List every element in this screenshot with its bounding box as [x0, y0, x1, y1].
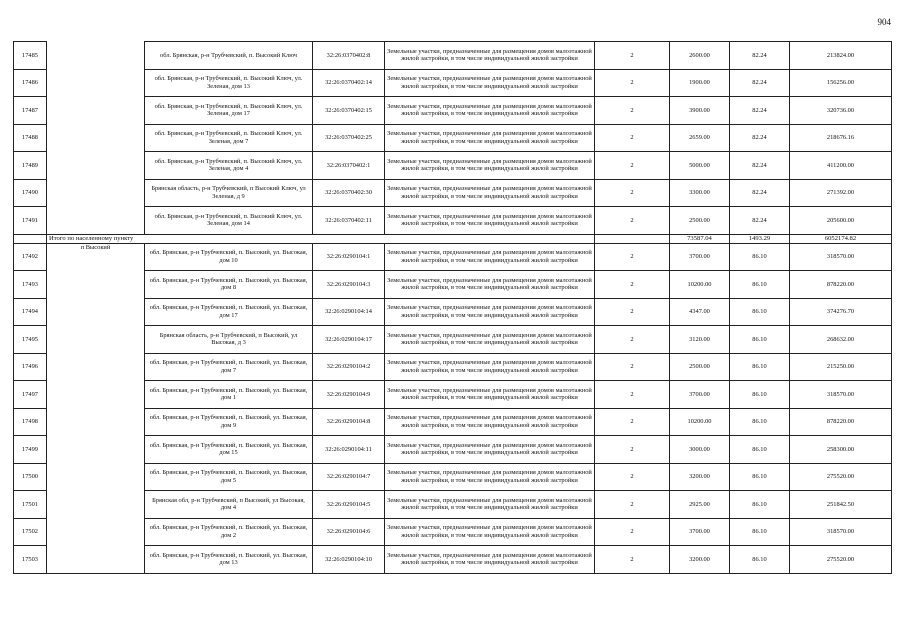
area-cell: 3700.00 — [670, 518, 730, 546]
value-cell: 275520.00 — [790, 463, 892, 491]
address-cell: обл. Брянская, р-н Трубчевский, п. Высокий Ключ, ул. Зеленая, дом 4 — [145, 152, 313, 180]
rate-cell: 82.24 — [730, 124, 790, 152]
cadastral-number: 32:26:0290104:7 — [313, 463, 385, 491]
table-row — [14, 124, 892, 152]
address-cell: обл. Брянская, р-н Трубчевский, п. Высокий, ул. Высокая, дом 10 — [145, 243, 313, 271]
land-purpose: Земельные участки, предназначенные для размещения домов малоэтажной жилой застройки, в том числе индивидуальной жилой застройки — [385, 463, 595, 491]
group-code: 2 — [595, 179, 670, 207]
address-cell: Брянская область, р-н Трубчевский, п Высокий, ул Высокая, д 3 — [145, 326, 313, 354]
row-number: 17502 — [14, 518, 47, 546]
area-cell: 3300.00 — [670, 179, 730, 207]
row-number: 17493 — [14, 271, 47, 299]
row-number: 17494 — [14, 298, 47, 326]
table-row — [14, 271, 892, 299]
group-code: 2 — [595, 326, 670, 354]
address-cell: обл. Брянская, р-н Трубчевский, п. Высокий, ул. Высокая, дом 1 — [145, 381, 313, 409]
table-row — [14, 179, 892, 207]
table-row — [14, 381, 892, 409]
address-cell: обл. Брянская, р-н Трубчевский, п. Высокий, ул. Высокая, дом 2 — [145, 518, 313, 546]
rate-cell: 86.10 — [730, 463, 790, 491]
land-purpose: Земельные участки, предназначенные для размещения домов малоэтажной жилой застройки, в том числе индивидуальной жилой застройки — [385, 152, 595, 180]
group-code: 2 — [595, 271, 670, 299]
area-cell: 10200.00 — [670, 271, 730, 299]
cadastral-number: 32:26:0290104:8 — [313, 408, 385, 436]
rate-cell: 86.10 — [730, 326, 790, 354]
cadastral-number: 32:26:0290104:9 — [313, 381, 385, 409]
total-rate: 1493.29 — [730, 234, 790, 243]
address-cell: обл. Брянская, р-н Трубчевский, п. Высокий, ул. Высокая, дом 9 — [145, 408, 313, 436]
value-cell: 318570.00 — [790, 243, 892, 271]
settlement-cell — [47, 152, 145, 180]
table-row — [14, 353, 892, 381]
area-cell: 2600.00 — [670, 42, 730, 70]
value-cell: 411200.00 — [790, 152, 892, 180]
area-cell: 10200.00 — [670, 408, 730, 436]
table-row — [14, 69, 892, 97]
row-number: 17485 — [14, 42, 47, 70]
rate-cell: 86.10 — [730, 518, 790, 546]
rate-cell: 82.24 — [730, 179, 790, 207]
cadastral-number: 32:26:0290104:1 — [313, 243, 385, 271]
area-cell: 2925.00 — [670, 491, 730, 519]
rate-cell: 86.10 — [730, 381, 790, 409]
table-row — [14, 326, 892, 354]
total-row — [14, 234, 892, 243]
row-number: 17495 — [14, 326, 47, 354]
address-cell: обл. Брянская, р-н Трубчевский, п. Высокий Ключ, ул. Зеленая, дом 7 — [145, 124, 313, 152]
cadastral-number: 32:26:0290104:3 — [313, 271, 385, 299]
row-number: 17501 — [14, 491, 47, 519]
land-purpose: Земельные участки, предназначенные для размещения домов малоэтажной жилой застройки, в том числе индивидуальной жилой застройки — [385, 271, 595, 299]
address-cell: Брянская область, р-н Трубчевский, п Высокий Ключ, ул Зеленая, д 9 — [145, 179, 313, 207]
address-cell: обл. Брянская, р-н Трубчевский, п. Высокий Ключ, ул. Зеленая, дом 13 — [145, 69, 313, 97]
settlement-cell — [47, 207, 145, 235]
value-cell: 320736.00 — [790, 97, 892, 125]
value-cell: 218676.16 — [790, 124, 892, 152]
rate-cell: 86.10 — [730, 298, 790, 326]
table-row — [14, 298, 892, 326]
address-cell: Брянская обл, р-н Трубчевский, п Высокий, ул Высокая, дом 4 — [145, 491, 313, 519]
land-purpose: Земельные участки, предназначенные для размещения домов малоэтажной жилой застройки, в том числе индивидуальной жилой застройки — [385, 207, 595, 235]
rate-cell: 86.10 — [730, 243, 790, 271]
address-cell: обл. Брянская, р-н Трубчевский, п. Высокий, ул. Высокая, дом 5 — [145, 463, 313, 491]
land-purpose: Земельные участки, предназначенные для размещения домов малоэтажной жилой застройки, в том числе индивидуальной жилой застройки — [385, 381, 595, 409]
group-code: 2 — [595, 463, 670, 491]
address-cell: обл. Брянская, р-н Трубчевский, п. Высокий Ключ, ул. Зеленая, дом 14 — [145, 207, 313, 235]
cadastral-number: 32:26:0290104:11 — [313, 436, 385, 464]
cadastral-number: 32:26:0370402:1 — [313, 152, 385, 180]
rate-cell: 86.10 — [730, 353, 790, 381]
settlement-cell — [47, 97, 145, 125]
rate-cell: 82.24 — [730, 42, 790, 70]
cadastral-number: 32:26:0370402:11 — [313, 207, 385, 235]
settlement-cell — [47, 69, 145, 97]
land-purpose: Земельные участки, предназначенные для размещения домов малоэтажной жилой застройки, в том числе индивидуальной жилой застройки — [385, 326, 595, 354]
rate-cell: 86.10 — [730, 436, 790, 464]
area-cell: 4347.00 — [670, 298, 730, 326]
value-cell: 258300.00 — [790, 436, 892, 464]
group-code: 2 — [595, 42, 670, 70]
land-purpose: Земельные участки, предназначенные для размещения домов малоэтажной жилой застройки, в том числе индивидуальной жилой застройки — [385, 491, 595, 519]
row-number: 17503 — [14, 546, 47, 574]
table-row — [14, 436, 892, 464]
table-row — [14, 546, 892, 574]
page-number: 904 — [877, 17, 891, 27]
cadastral-number: 32:26:0290104:6 — [313, 518, 385, 546]
area-cell: 3200.00 — [670, 546, 730, 574]
area-cell: 3700.00 — [670, 381, 730, 409]
area-cell: 3900.00 — [670, 97, 730, 125]
land-purpose: Земельные участки, предназначенные для размещения домов малоэтажной жилой застройки, в том числе индивидуальной жилой застройки — [385, 42, 595, 70]
row-number: 17491 — [14, 207, 47, 235]
table-row — [14, 152, 892, 180]
rate-cell: 82.24 — [730, 97, 790, 125]
row-number: 17498 — [14, 408, 47, 436]
row-number: 17499 — [14, 436, 47, 464]
group-code: 2 — [595, 408, 670, 436]
cadastral-number: 32:26:0370402:14 — [313, 69, 385, 97]
cadastral-number: 32:26:0370402:15 — [313, 97, 385, 125]
group-code: 2 — [595, 436, 670, 464]
row-number: 17500 — [14, 463, 47, 491]
table-row — [14, 491, 892, 519]
land-purpose: Земельные участки, предназначенные для размещения домов малоэтажной жилой застройки, в том числе индивидуальной жилой застройки — [385, 353, 595, 381]
value-cell: 878220.00 — [790, 271, 892, 299]
rate-cell: 82.24 — [730, 69, 790, 97]
total-empty — [14, 234, 47, 243]
rate-cell: 86.10 — [730, 271, 790, 299]
cadastral-number: 32:26:0290104:17 — [313, 326, 385, 354]
land-purpose: Земельные участки, предназначенные для размещения домов малоэтажной жилой застройки, в том числе индивидуальной жилой застройки — [385, 298, 595, 326]
value-cell: 275520.00 — [790, 546, 892, 574]
cadastral-number: 32:26:0290104:10 — [313, 546, 385, 574]
table-row — [14, 243, 892, 271]
cadastral-number: 32:26:0290104:14 — [313, 298, 385, 326]
rate-cell: 86.10 — [730, 408, 790, 436]
value-cell: 156256.00 — [790, 69, 892, 97]
area-cell: 2659.00 — [670, 124, 730, 152]
cadastral-number: 32:26:0370402:25 — [313, 124, 385, 152]
rate-cell: 86.10 — [730, 546, 790, 574]
group-code: 2 — [595, 207, 670, 235]
address-cell: обл. Брянская, р-н Трубчевский, п. Высокий, ул. Высокая, дом 13 — [145, 546, 313, 574]
table-row — [14, 42, 892, 70]
area-cell: 3000.00 — [670, 436, 730, 464]
row-number: 17488 — [14, 124, 47, 152]
row-number: 17496 — [14, 353, 47, 381]
row-number: 17492 — [14, 243, 47, 271]
land-purpose: Земельные участки, предназначенные для размещения домов малоэтажной жилой застройки, в том числе индивидуальной жилой застройки — [385, 124, 595, 152]
address-cell: обл. Брянская, р-н Трубчевский, п. Высокий, ул. Высокая, дом 15 — [145, 436, 313, 464]
address-cell: обл. Брянская, р-н Трубчевский, п. Высокий Ключ — [145, 42, 313, 70]
row-number: 17486 — [14, 69, 47, 97]
table-row — [14, 97, 892, 125]
rate-cell: 86.10 — [730, 491, 790, 519]
area-cell: 5000.00 — [670, 152, 730, 180]
group-code: 2 — [595, 381, 670, 409]
group-code: 2 — [595, 97, 670, 125]
land-purpose: Земельные участки, предназначенные для размещения домов малоэтажной жилой застройки, в том числе индивидуальной жилой застройки — [385, 408, 595, 436]
group-code: 2 — [595, 124, 670, 152]
land-purpose: Земельные участки, предназначенные для размещения домов малоэтажной жилой застройки, в том числе индивидуальной жилой застройки — [385, 436, 595, 464]
row-number: 17487 — [14, 97, 47, 125]
value-cell: 213824.00 — [790, 42, 892, 70]
group-code: 2 — [595, 491, 670, 519]
settlement-cell — [47, 42, 145, 70]
group-code: 2 — [595, 353, 670, 381]
group-code: 2 — [595, 546, 670, 574]
total-empty — [595, 234, 670, 243]
settlement-name: п Высокий — [47, 243, 145, 573]
total-value: 6052174.82 — [790, 234, 892, 243]
area-cell: 1900.00 — [670, 69, 730, 97]
value-cell: 215250.00 — [790, 353, 892, 381]
cadastral-number: 32:26:0290104:2 — [313, 353, 385, 381]
group-code: 2 — [595, 298, 670, 326]
cadastral-value-table — [13, 41, 892, 574]
row-number: 17489 — [14, 152, 47, 180]
value-cell: 374276.70 — [790, 298, 892, 326]
table-row — [14, 518, 892, 546]
land-purpose: Земельные участки, предназначенные для размещения домов малоэтажной жилой застройки, в том числе индивидуальной жилой застройки — [385, 546, 595, 574]
address-cell: обл. Брянская, р-н Трубчевский, п. Высокий Ключ, ул. Зеленая, дом 17 — [145, 97, 313, 125]
area-cell: 3120.00 — [670, 326, 730, 354]
address-cell: обл. Брянская, р-н Трубчевский, п. Высокий, ул. Высокая, дом 8 — [145, 271, 313, 299]
total-area: 73587.04 — [670, 234, 730, 243]
cadastral-number: 32:26:0290104:5 — [313, 491, 385, 519]
group-code: 2 — [595, 518, 670, 546]
land-purpose: Земельные участки, предназначенные для размещения домов малоэтажной жилой застройки, в том числе индивидуальной жилой застройки — [385, 243, 595, 271]
cadastral-number: 32:26:0370402:30 — [313, 179, 385, 207]
cadastral-number: 32:26:0370402:8 — [313, 42, 385, 70]
table-row — [14, 463, 892, 491]
value-cell: 205600.00 — [790, 207, 892, 235]
settlement-cell — [47, 179, 145, 207]
area-cell: 3200.00 — [670, 463, 730, 491]
value-cell: 318570.00 — [790, 518, 892, 546]
group-code: 2 — [595, 69, 670, 97]
land-purpose: Земельные участки, предназначенные для размещения домов малоэтажной жилой застройки, в том числе индивидуальной жилой застройки — [385, 518, 595, 546]
address-cell: обл. Брянская, р-н Трубчевский, п. Высокий, ул. Высокая, дом 7 — [145, 353, 313, 381]
total-label: Итого по населенному пункту — [47, 234, 595, 243]
area-cell: 3700.00 — [670, 243, 730, 271]
area-cell: 2500.00 — [670, 353, 730, 381]
value-cell: 268632.00 — [790, 326, 892, 354]
area-cell: 2500.00 — [670, 207, 730, 235]
value-cell: 271392.00 — [790, 179, 892, 207]
table-row — [14, 408, 892, 436]
address-cell: обл. Брянская, р-н Трубчевский, п. Высокий, ул. Высокая, дом 17 — [145, 298, 313, 326]
settlement-cell — [47, 124, 145, 152]
land-purpose: Земельные участки, предназначенные для размещения домов малоэтажной жилой застройки, в том числе индивидуальной жилой застройки — [385, 69, 595, 97]
row-number: 17497 — [14, 381, 47, 409]
rate-cell: 82.24 — [730, 152, 790, 180]
group-code: 2 — [595, 152, 670, 180]
value-cell: 878220.00 — [790, 408, 892, 436]
value-cell: 318570.00 — [790, 381, 892, 409]
group-code: 2 — [595, 243, 670, 271]
table-row — [14, 207, 892, 235]
land-purpose: Земельные участки, предназначенные для размещения домов малоэтажной жилой застройки, в том числе индивидуальной жилой застройки — [385, 179, 595, 207]
row-number: 17490 — [14, 179, 47, 207]
rate-cell: 82.24 — [730, 207, 790, 235]
value-cell: 251842.50 — [790, 491, 892, 519]
land-purpose: Земельные участки, предназначенные для размещения домов малоэтажной жилой застройки, в том числе индивидуальной жилой застройки — [385, 97, 595, 125]
